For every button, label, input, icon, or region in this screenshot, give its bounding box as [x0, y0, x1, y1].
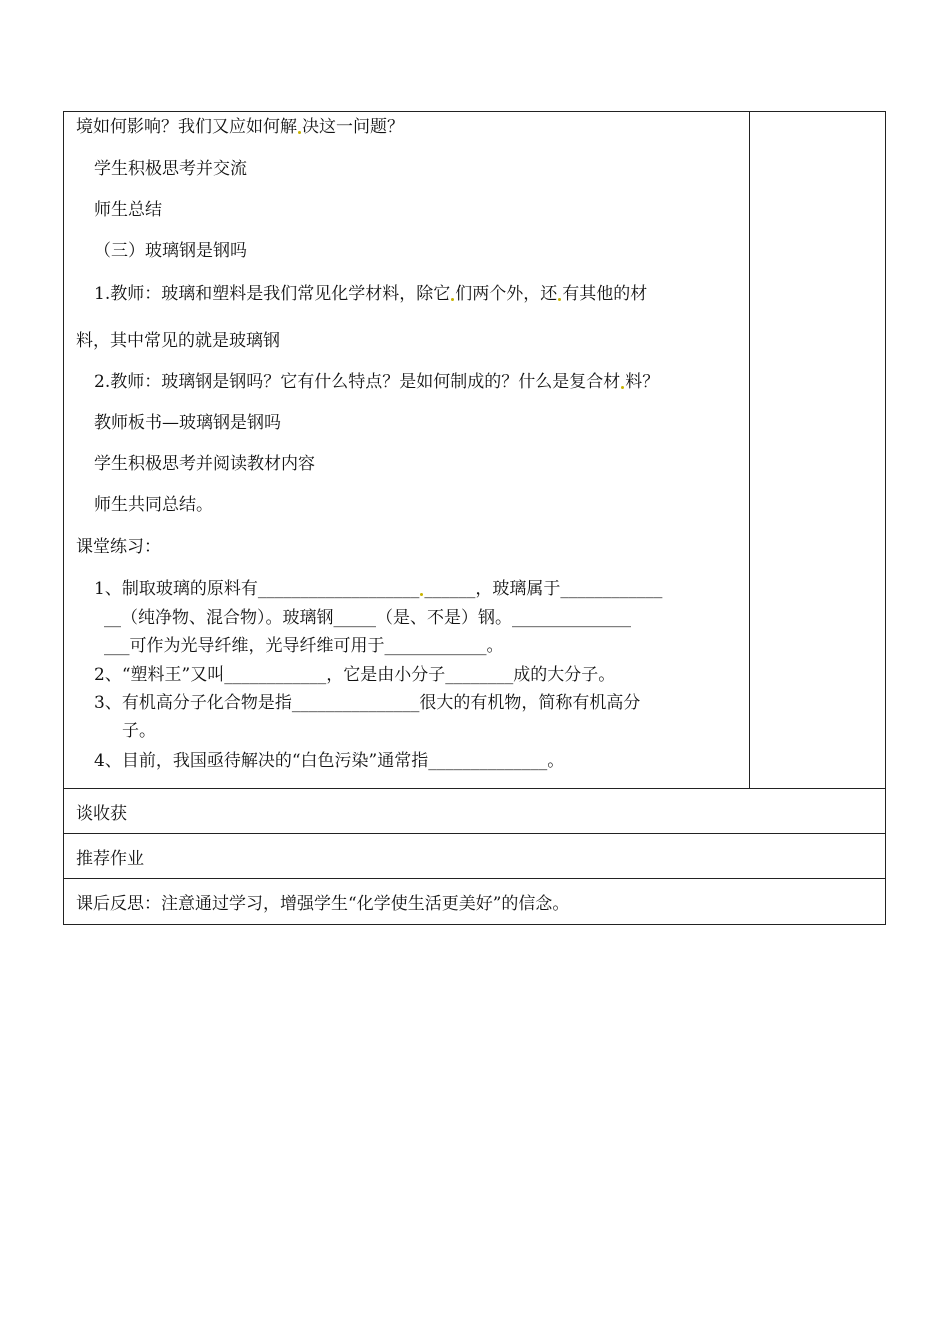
- text-line: 学生积极思考并交流: [94, 159, 247, 179]
- exercise-item-continued: __（纯净物、混合物）。玻璃钢_____（是、不是）钢。______________: [104, 608, 631, 628]
- homework-row: [64, 834, 885, 879]
- mark-dot: [298, 131, 301, 134]
- exercise-item: 1、制取玻璃的原料有___________________ ______，玻璃属于____________: [94, 579, 663, 599]
- text-line: 境如何影响？我们又应如何解 决这一问题？: [76, 117, 404, 137]
- mark-dot: [621, 386, 624, 389]
- reflection-row: [64, 879, 885, 924]
- mark-dot: [558, 298, 561, 301]
- exercise-item: 3、有机高分子化合物是指_______________很大的有机物，简称有机高分: [94, 693, 641, 713]
- section-heading: （三）玻璃钢是钢吗: [94, 241, 247, 261]
- exercise-item: 2、“塑料王”又叫____________，它是由小分子________成的大分子。: [94, 665, 616, 685]
- mark-dot: [451, 298, 454, 301]
- lesson-plan-table: [63, 111, 886, 925]
- text-line: 学生积极思考并阅读教材内容: [94, 454, 315, 474]
- mark-dot: [420, 593, 423, 596]
- exercise-item: 4、目前，我国亟待解决的“白色污染”通常指______________。: [94, 751, 565, 771]
- text-line: 师生共同总结。: [94, 495, 213, 515]
- text-line: 1.教师：玻璃和塑料是我们常见化学材料，除它 们两个外，还 有其他的材: [94, 284, 648, 304]
- exercise-heading: 课堂练习：: [76, 537, 161, 557]
- reflection-text: 课后反思：注意通过学习，增强学生“化学使生活更美好”的信念。: [76, 894, 570, 914]
- exercise-item-continued: ___可作为光导纤维，光导纤维可用于____________。: [104, 636, 504, 656]
- homework-label: 推荐作业: [76, 849, 144, 869]
- harvest-label: 谈收获: [76, 804, 127, 824]
- exercise-item-continued: 子。: [122, 721, 156, 741]
- text-line: 料，其中常见的就是玻璃钢: [76, 331, 280, 351]
- text-line: 教师板书—玻璃钢是钢吗: [94, 413, 281, 433]
- main-content-row: [64, 112, 885, 789]
- text-line: 2.教师：玻璃钢是钢吗？它有什么特点？是如何制成的？什么是复合材 料？: [94, 372, 660, 392]
- text-line: 师生总结: [94, 200, 162, 220]
- main-content-cell: [64, 112, 750, 788]
- harvest-row: [64, 789, 885, 834]
- notes-column-cell: [750, 112, 885, 788]
